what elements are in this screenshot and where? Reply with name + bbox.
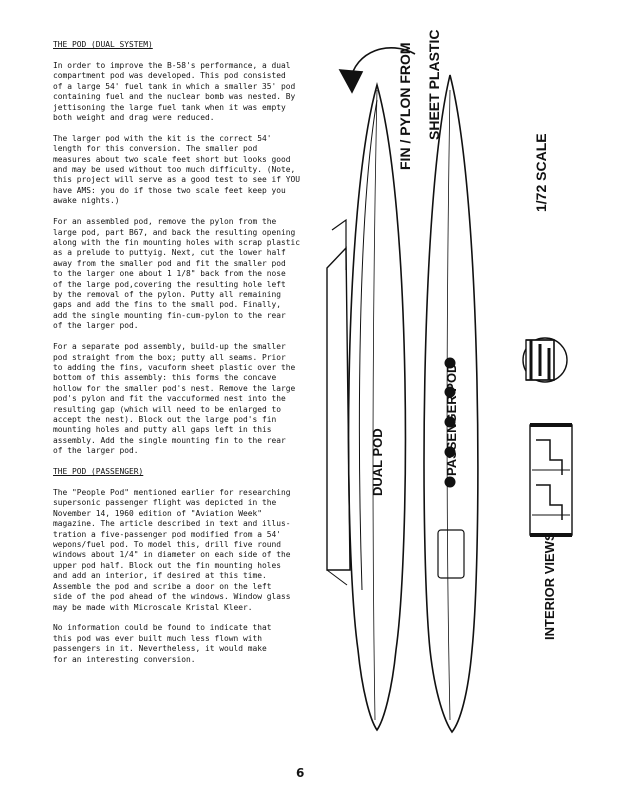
interior-view-top <box>523 338 567 382</box>
passenger-paragraph-1: The "People Pod" mentioned earlier for researching supersonic passenger flight was depicted in the November 14, 1960 edition of "Aviation Week" magazine. The article described in text and illus- tration a five-passenger pod modified from a 54' wepons/fuel pod. To model this, drill five round windows about 1/4" in diameter on each side of the upper pod half. Block out the fin mounting holes and add an interior, if desired at this time. Assemble the pod and scribe a door on the left side of the pod ahead of the windows. Window glass may be made with Microscale Kristal Kleer. <box>53 488 291 612</box>
dual-system-paragraph-1: In order to improve the B-58's performance, a dual compartment pod was developed. This pod consisted of a large 54' fuel tank in which a smaller 35' pod containing fuel and the nuclear bomb was nested. By jettisoning the large fuel tank when it was empty both weight and drag were reduced. <box>53 60 296 122</box>
dual-pod-seam <box>373 90 377 720</box>
dual-pod-inner-line <box>359 100 377 590</box>
dual-pod-fin-tab <box>332 220 346 270</box>
dual-system-paragraph-3: For an assembled pod, remove the pylon from the large pod, part B67, and back the resulting opening along with the fin mounting holes with scrap plastic as a prelude to puttyig. Next, cut the lower half away from the smaller pod and fit the smaller pod to the larger one about 1 1/8" back from the nose of the large pod,covering the resulting hole left by the removal of the pylon. Putty all remaining gaps and add the fins to the small pod. Finally, add the single mounting fin-cum-pylon to the rear of the larger pod. <box>53 217 301 331</box>
dual-pod-outline <box>349 85 406 730</box>
dual-pod-fin <box>327 248 350 570</box>
label-fin-pylon-line2: SHEET PLASTIC <box>426 29 442 140</box>
passenger-paragraph-2: No information could be found to indicate that this pod was ever built much less flown with passengers in it. Nevertheless, it would make for an interesting conversion. <box>53 623 272 664</box>
window-5 <box>445 477 456 488</box>
label-interior-views: INTERIOR VIEWS <box>542 532 557 640</box>
label-scale: 1/72 SCALE <box>533 133 549 212</box>
label-passenger-pod: PASSENGER POD <box>444 363 459 476</box>
arrow-head <box>340 70 362 92</box>
dual-system-heading: THE POD (DUAL SYSTEM) <box>53 40 153 49</box>
dual-system-paragraph-2: The larger pod with the kit is the correct 54' length for this conversion. The smaller pod measures about two scale feet short but looks good and may be used without too much difficulty. (Note, this project will serve as a good test to see if YOU have AMS: you do if those two scale feet keep you awake nights.) <box>53 133 301 206</box>
label-fin-pylon-line1: FIN / PYLON FROM <box>397 42 413 170</box>
label-dual-pod: DUAL POD <box>370 428 385 496</box>
page-number: 6 <box>296 766 305 780</box>
dual-system-paragraph-4: For a separate pod assembly, build-up the smaller pod straight from the box; putty all seams. Prior to adding the fins, vacuform sheet plastic over the bottom of this assembly: this forms the concave hollow for the smaller pod's nest. Remove the large pod's pylon and fit the vaccuformed nest into the resulting gap (which will need to be enlarged to accept the nest). Block out the large pod's fin mounting holes and putty all gaps left in this assembly. Add the single mounting fin to the rear of the larger pod. <box>53 342 296 456</box>
passenger-heading: THE POD (PASSENGER) <box>53 467 144 477</box>
passenger-pod-door <box>438 530 464 578</box>
interior-view-bottom <box>530 425 572 535</box>
article-text <box>53 40 313 676</box>
